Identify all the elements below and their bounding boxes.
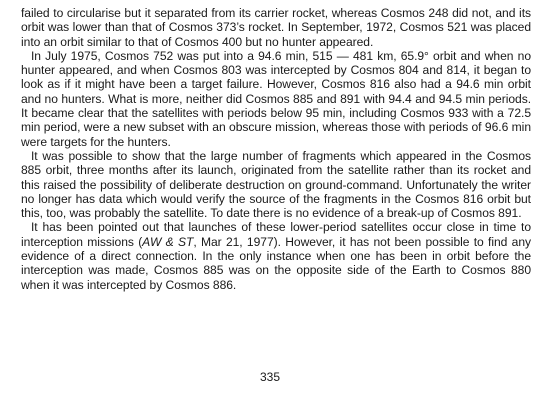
paragraph-4-text: It has been pointed out that launches of these lower-period satellites occur close in time to interception missions ( bbox=[21, 220, 531, 249]
paragraph-3 bbox=[21, 149, 531, 220]
citation-text: AW & ST bbox=[142, 234, 194, 249]
paragraph-4-text-continued: , Mar 21, 1977). However, it has not been possible to find any evidence of a direct connection. In the only instance when one has been in orbit before the interception was made, Cosmos 885 was on the opposite side of the Earth to Cosmos 880 when it was intercepted by Cosmos 886. bbox=[21, 234, 532, 292]
paragraph-2 bbox=[21, 49, 531, 149]
paragraph-1 bbox=[21, 6, 531, 49]
paragraph-2-text: In July 1975, Cosmos 752 was put into a 94.6 min, 515 — 481 km, 65.9° orbit and when no hunter appeared, and when Cosmos 803 was intercepted by Cosmos 804 and 814, it began to look as if it might have been a target failure. However, Cosmos 816 also had a 94.6 min orbit and no hunters. What is more, neither did Cosmos 885 and 891 with 94.4 and 94.5 min periods. It became clear that the satellites with periods below 95 min, including Cosmos 933 with a 72.5 min period, were a new subset with an obscure mission, whereas those with periods of 96.6 min were targets for the hunters. bbox=[21, 48, 531, 149]
page-body bbox=[21, 6, 531, 292]
paragraph-4 bbox=[21, 220, 531, 291]
paragraph-1-text: failed to circularise but it separated from its carrier rocket, whereas Cosmos 248 did not, and its orbit was lower than that of Cosmos 373’s rocket. In September, 1972, Cosmos 521 was placed into an orbit similar to that of Cosmos 400 but no hunter appeared. bbox=[21, 6, 531, 49]
page-number: 335 bbox=[259, 370, 281, 384]
paragraph-3-text: It was possible to show that the large number of fragments which appeared in the Cosmos 885 orbit, three months after its launch, originated from the satellite rather than its rocket and this raised the possibility of deliberate destruction on ground-command. Unfortunately the writer no longer has data which would verify the source of the fragments in the Cosmos 816 orbit but this, too, was probably the satellite. To date there is no evidence of a break-up of Cosmos 891. bbox=[21, 148, 531, 221]
